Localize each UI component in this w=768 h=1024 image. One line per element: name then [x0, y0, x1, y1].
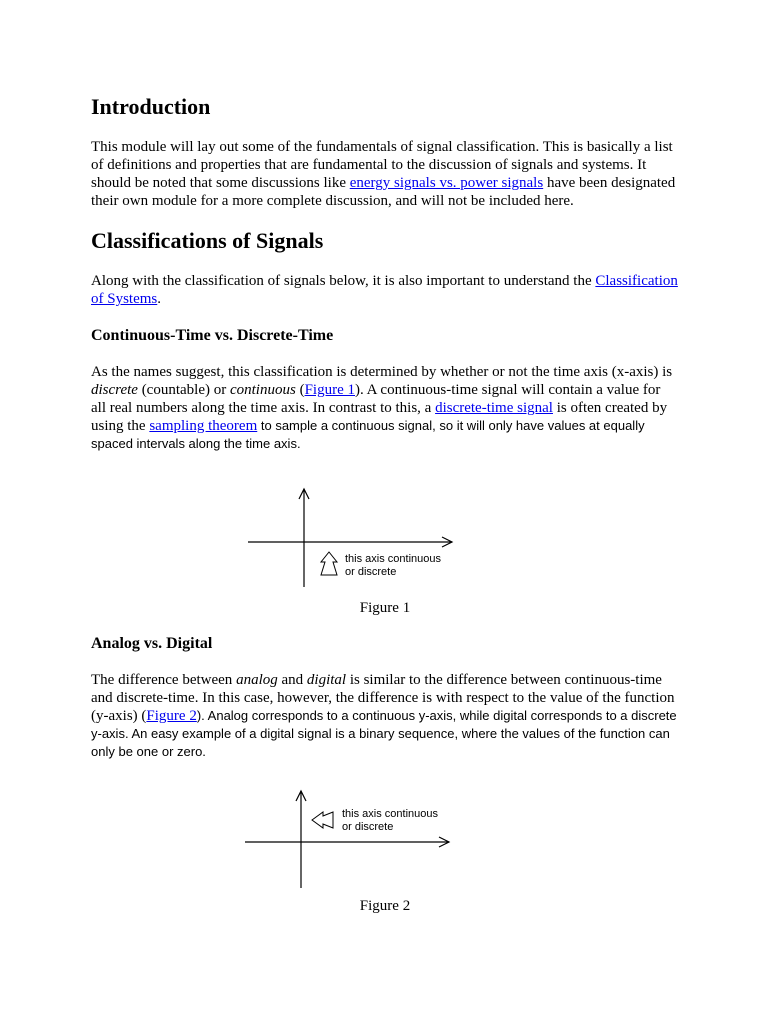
intro-text-1: This module will lay out some of the fundamentals of signal classification. This is basically a list of definitions and properties that are fundamental to the discussion of signals and systems. It should be noted that some discussions like: [91, 139, 673, 191]
document-body: [91, 93, 679, 915]
classifications-paragraph: [91, 272, 679, 308]
intro-paragraph: [91, 138, 679, 210]
link-sampling-theorem[interactable]: sampling theorem: [149, 418, 258, 434]
heading-introduction: Introduction: [91, 94, 211, 119]
link-discrete-time-signal[interactable]: discrete-time signal: [435, 400, 553, 416]
analog-text-3: is similar to the difference between continuous-time and discrete-time. In this case, however, the difference is with respect to the value of the function (y-axis) (: [91, 672, 675, 724]
ctdt-paragraph: [91, 363, 679, 453]
heading-analog-digital: Analog vs. Digital: [91, 635, 213, 652]
ctdt-em-discrete: discrete: [91, 382, 138, 398]
analog-text-1: The difference between: [91, 672, 237, 688]
figure-1-pointer-arrow-icon: [321, 552, 337, 575]
analog-em-digital: digital: [306, 672, 347, 688]
figure-1-label-line2: or discrete: [345, 566, 397, 578]
intro-text-2: have been designated their own module for a more complete discussion, and will not be included here.: [91, 175, 676, 209]
ctdt-text-6: to sample a continuous signal, so it will only have values at equally spaced intervals along the time axis.: [91, 418, 645, 451]
link-figure-1[interactable]: Figure 1: [304, 382, 355, 398]
ctdt-text-1: As the names suggest, this classification is determined by whether or not the time axis (x-axis) is: [91, 364, 673, 380]
heading-continuous-discrete: Continuous-Time vs. Discrete-Time: [91, 327, 334, 344]
classifications-text-2: .: [157, 291, 162, 307]
figure-2-label-line2: or discrete: [342, 821, 394, 833]
figure-2: [91, 787, 679, 915]
ctdt-text-3: (: [295, 382, 305, 398]
figure-1-label-line1: this axis continuous: [345, 553, 441, 565]
analog-paragraph: [91, 671, 679, 761]
figure-2-diagram: [91, 787, 679, 889]
ctdt-text-4: ). A continuous-time signal will contain a value for all real numbers along the time axis. In contrast to this, a: [91, 382, 661, 416]
analog-text-2: and: [277, 672, 307, 688]
link-classification-of-systems[interactable]: Classification of Systems: [91, 273, 678, 307]
link-figure-2[interactable]: Figure 2: [146, 708, 197, 724]
figure-1-diagram: [91, 481, 679, 589]
analog-em-analog: analog: [236, 672, 278, 688]
heading-classifications: Classifications of Signals: [91, 228, 324, 253]
figure-1: [91, 481, 679, 617]
figure-2-pointer-arrow-icon: [312, 812, 333, 828]
ctdt-text-2: (countable) or: [137, 382, 230, 398]
figure-2-caption: Figure 2: [359, 898, 411, 914]
ctdt-em-continuous: continuous: [229, 382, 296, 398]
link-energy-power-signals[interactable]: energy signals vs. power signals: [349, 175, 544, 191]
figure-1-caption: Figure 1: [359, 600, 411, 616]
figure-2-label-line1: this axis continuous: [342, 808, 438, 820]
classifications-text-1: Along with the classification of signals below, it is also important to understand the: [91, 273, 596, 289]
analog-text-4: ). Analog corresponds to a continuous y-axis, while digital corresponds to a discrete y-axis. An easy example of a digital signal is a binary sequence, where the values of the function can only be one or zero.: [91, 708, 677, 759]
ctdt-text-5: is often created by using the: [91, 400, 668, 434]
